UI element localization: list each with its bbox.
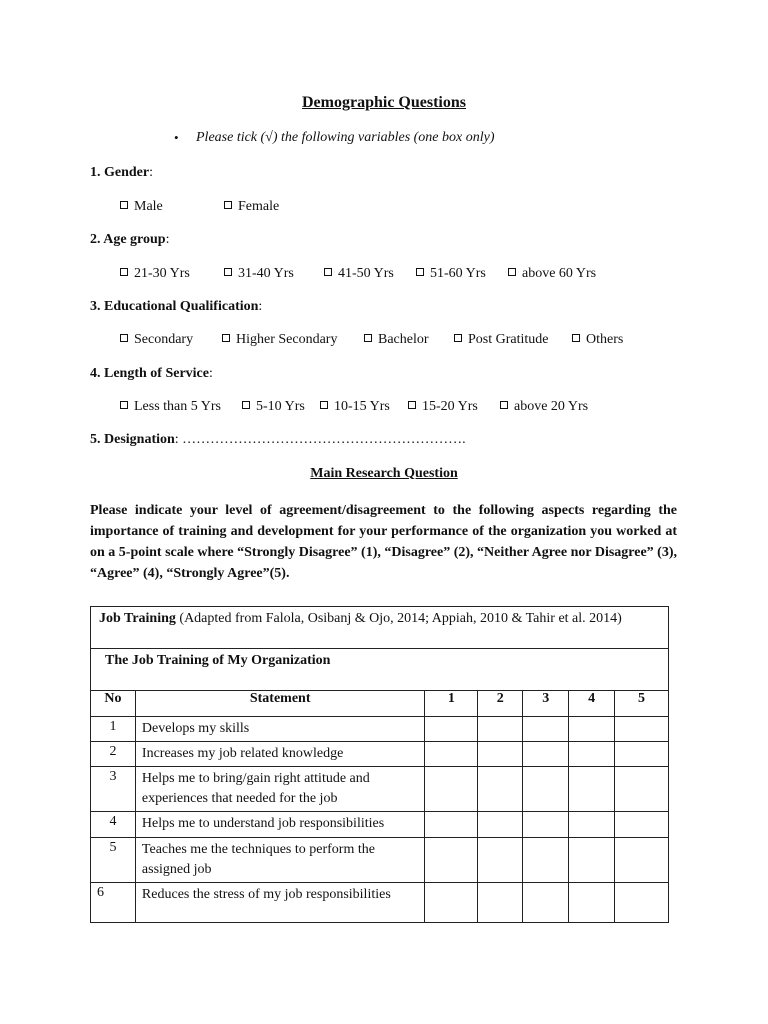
- header-scale-4: 4: [569, 691, 615, 717]
- checkbox-icon[interactable]: [120, 201, 128, 209]
- checkbox-icon[interactable]: [224, 268, 232, 276]
- option-female[interactable]: Female: [224, 199, 279, 215]
- option-age-31-40[interactable]: 31-40 Yrs: [224, 266, 294, 282]
- option-age-21-30[interactable]: 21-30 Yrs: [120, 266, 190, 282]
- rating-cell[interactable]: [425, 767, 478, 812]
- table-header-row: [91, 691, 669, 717]
- rating-cell[interactable]: [569, 838, 615, 883]
- header-no: No: [91, 691, 136, 717]
- row-statement: Teaches me the techniques to perform the assigned job: [135, 838, 425, 883]
- header-statement: Statement: [135, 691, 425, 717]
- header-scale-2: 2: [478, 691, 523, 717]
- rating-cell[interactable]: [523, 838, 569, 883]
- rating-cell[interactable]: [478, 717, 523, 742]
- rating-cell[interactable]: [523, 717, 569, 742]
- rating-cell[interactable]: [478, 742, 523, 767]
- table-row: [91, 838, 669, 883]
- rating-cell[interactable]: [523, 883, 569, 923]
- rating-cell[interactable]: [523, 742, 569, 767]
- rating-cell[interactable]: [425, 838, 478, 883]
- question-label: 5. Designation: [90, 432, 175, 447]
- rating-cell[interactable]: [425, 742, 478, 767]
- rating-cell[interactable]: [569, 767, 615, 812]
- rating-cell[interactable]: [569, 812, 615, 838]
- header-scale-3: 3: [523, 691, 569, 717]
- header-scale-5: 5: [615, 691, 669, 717]
- checkbox-icon[interactable]: [224, 201, 232, 209]
- rating-cell[interactable]: [615, 838, 669, 883]
- option-bachelor[interactable]: Bachelor: [364, 332, 429, 348]
- checkbox-icon[interactable]: [508, 268, 516, 276]
- rating-cell[interactable]: [425, 883, 478, 923]
- row-statement: Develops my skills: [135, 717, 425, 742]
- option-age-51-60[interactable]: 51-60 Yrs: [416, 266, 486, 282]
- main-research-heading: Main Research Question: [310, 466, 458, 481]
- rating-cell[interactable]: [425, 717, 478, 742]
- checkbox-icon[interactable]: [120, 334, 128, 342]
- bullet-glyph: •: [174, 130, 179, 145]
- option-less-than-5[interactable]: Less than 5 Yrs: [120, 399, 221, 415]
- checkbox-icon[interactable]: [222, 334, 230, 342]
- row-number: 4: [91, 812, 136, 838]
- rating-cell[interactable]: [615, 812, 669, 838]
- rating-cell[interactable]: [478, 812, 523, 838]
- instruction-text: Please tick (√) the following variables (one box only): [196, 130, 495, 145]
- row-number: 2: [91, 742, 136, 767]
- option-5-10[interactable]: 5-10 Yrs: [242, 399, 305, 415]
- checkbox-icon[interactable]: [364, 334, 372, 342]
- rating-cell[interactable]: [569, 883, 615, 923]
- table-row: [91, 812, 669, 838]
- designation-blank[interactable]: : …………………………………………………….: [174, 432, 466, 447]
- checkbox-icon[interactable]: [242, 401, 250, 409]
- option-10-15[interactable]: 10-15 Yrs: [320, 399, 390, 415]
- job-training-table: [90, 606, 669, 923]
- option-others[interactable]: Others: [572, 332, 623, 348]
- row-statement: Helps me to bring/gain right attitude and experiences that needed for the job: [135, 767, 425, 812]
- option-age-41-50[interactable]: 41-50 Yrs: [324, 266, 394, 282]
- question-label: 3. Educational Qualification: [90, 299, 259, 314]
- rating-cell[interactable]: [569, 717, 615, 742]
- rating-cell[interactable]: [615, 767, 669, 812]
- rating-cell[interactable]: [478, 883, 523, 923]
- question-designation: [90, 432, 466, 448]
- checkbox-icon[interactable]: [454, 334, 462, 342]
- table-row: [91, 767, 669, 812]
- row-number: 6: [91, 883, 136, 923]
- option-age-above-60[interactable]: above 60 Yrs: [508, 266, 596, 282]
- instruction-paragraph: Please indicate your level of agreement/disagreement to the following aspects regarding the importance of training and development for your performance of the organization you worked at on a 5-point scale where “Strongly Disagree” (1), “Disagree” (2), “Neither Agree nor Disagree” (3), “Agree” (4), “Strongly Agree”(5).: [90, 503, 678, 581]
- header-scale-1: 1: [425, 691, 478, 717]
- option-post-graduate[interactable]: Post Gratitude: [454, 332, 549, 348]
- checkbox-icon[interactable]: [416, 268, 424, 276]
- question-education: 3. Educational Qualification:: [90, 299, 263, 314]
- rating-cell[interactable]: [615, 883, 669, 923]
- question-gender: 1. Gender:: [90, 165, 153, 180]
- table-caption: Job Training (Adapted from Falola, Osibanj & Ojo, 2014; Appiah, 2010 & Tahir et al. 2014): [91, 607, 669, 649]
- checkbox-icon[interactable]: [408, 401, 416, 409]
- table-row: [91, 717, 669, 742]
- checkbox-icon[interactable]: [324, 268, 332, 276]
- rating-cell[interactable]: [478, 838, 523, 883]
- rating-cell[interactable]: [523, 812, 569, 838]
- table-row: [91, 742, 669, 767]
- option-higher-secondary[interactable]: Higher Secondary: [222, 332, 337, 348]
- checkbox-icon[interactable]: [320, 401, 328, 409]
- row-number: 1: [91, 717, 136, 742]
- rating-cell[interactable]: [569, 742, 615, 767]
- question-label: 2. Age group: [90, 232, 166, 247]
- row-number: 5: [91, 838, 136, 883]
- question-label: 4. Length of Service: [90, 366, 209, 381]
- question-label: 1. Gender: [90, 165, 150, 180]
- table-section-title: The Job Training of My Organization: [91, 649, 669, 691]
- page-title: Demographic Questions: [302, 94, 466, 111]
- rating-cell[interactable]: [425, 812, 478, 838]
- rating-cell[interactable]: [615, 742, 669, 767]
- question-length-of-service: 4. Length of Service:: [90, 366, 213, 381]
- row-number: 3: [91, 767, 136, 812]
- row-statement: Reduces the stress of my job responsibilities: [135, 883, 425, 923]
- table-row: [91, 883, 669, 923]
- checkbox-icon[interactable]: [120, 268, 128, 276]
- checkbox-icon[interactable]: [120, 401, 128, 409]
- option-above-20[interactable]: above 20 Yrs: [500, 399, 588, 415]
- row-statement: Helps me to understand job responsibilities: [135, 812, 425, 838]
- option-15-20[interactable]: 15-20 Yrs: [408, 399, 478, 415]
- rating-cell[interactable]: [523, 767, 569, 812]
- option-male[interactable]: Male: [120, 199, 163, 215]
- checkbox-icon[interactable]: [500, 401, 508, 409]
- rating-cell[interactable]: [615, 717, 669, 742]
- rating-cell[interactable]: [478, 767, 523, 812]
- option-secondary[interactable]: Secondary: [120, 332, 193, 348]
- checkbox-icon[interactable]: [572, 334, 580, 342]
- question-age-group: 2. Age group:: [90, 232, 170, 247]
- row-statement: Increases my job related knowledge: [135, 742, 425, 767]
